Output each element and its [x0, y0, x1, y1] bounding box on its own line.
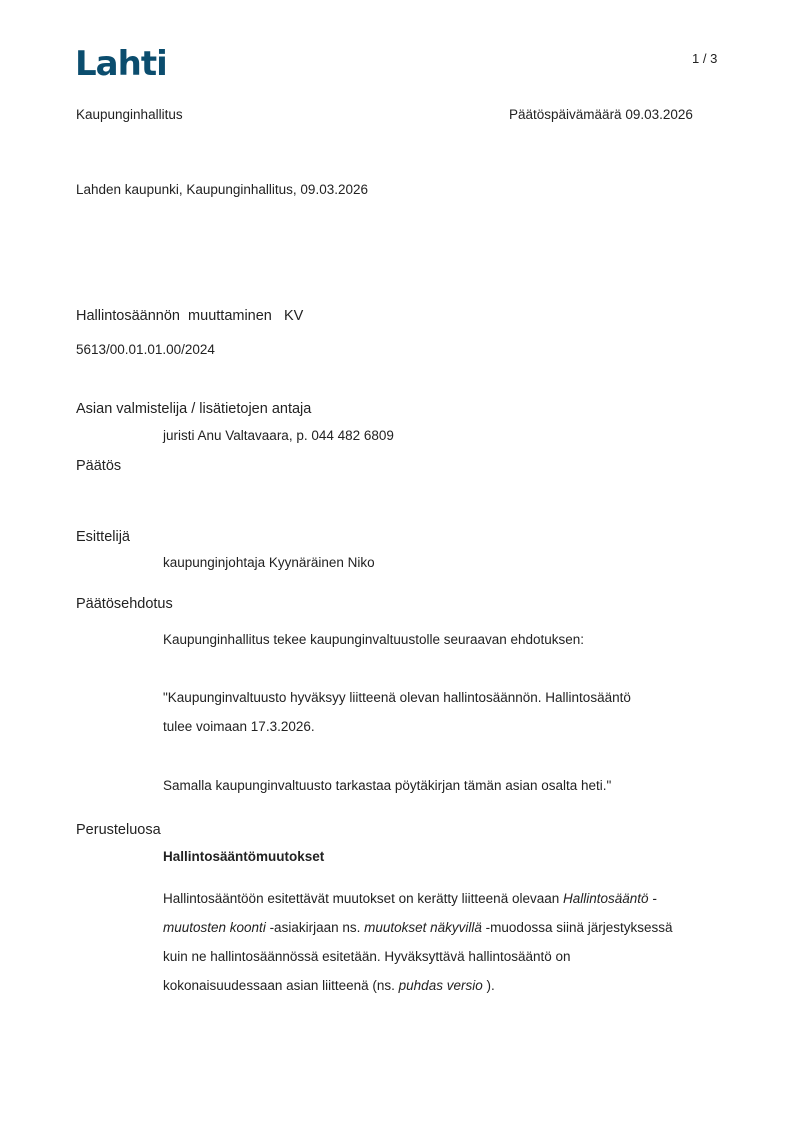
presenter-info: kaupunginjohtaja Kyynäräinen Niko — [163, 555, 375, 570]
proposal-line-1: "Kaupunginvaltuusto hyväksyy liitteenä olevan hallintosäännön. Hallintosääntö — [163, 690, 631, 705]
italic-run: Hallintosääntö - — [563, 891, 657, 906]
proposal-line-2: tulee voimaan 17.3.2026. — [163, 719, 315, 734]
rationale-subheading: Hallintosääntömuutokset — [163, 849, 325, 864]
record-number: 5613/00.01.01.00/2024 — [76, 342, 215, 357]
lahti-logo: Lahti — [75, 44, 167, 84]
rationale-line-2 — [163, 913, 723, 942]
preparer-info: juristi Anu Valtavaara, p. 044 482 6809 — [163, 428, 394, 443]
rationale-line-4 — [163, 971, 723, 1000]
page-number: 1 / 3 — [692, 51, 718, 66]
text-run: Hallintosääntöön esitettävät muutokset on kerätty liitteenä olevaan — [163, 891, 563, 906]
italic-run: muutosten koonti — [163, 920, 266, 935]
rationale-line-1 — [163, 884, 723, 913]
decision-heading: Päätös — [76, 458, 122, 474]
text-run: kokonaisuudessaan asian liitteenä (ns. — [163, 978, 399, 993]
case-title: Hallintosäännön muuttaminen KV — [76, 308, 304, 324]
rationale-line-3: kuin ne hallintosäännössä esitetään. Hyväksyttävä hallintosääntö on — [163, 949, 571, 964]
italic-run: muutokset näkyvillä — [364, 920, 482, 935]
italic-run: puhdas versio — [398, 978, 483, 993]
proposal-intro: Kaupunginhallitus tekee kaupunginvaltuustolle seuraavan ehdotuksen: — [163, 632, 585, 647]
preparer-heading: Asian valmistelija / lisätietojen antaja — [76, 401, 312, 417]
presenter-heading: Esittelijä — [76, 529, 130, 545]
text-run: ). — [482, 978, 495, 993]
proposal-heading: Päätösehdotus — [76, 596, 173, 612]
text-run: -muodossa siinä järjestyksessä — [481, 920, 673, 935]
text-run: -asiakirjaan ns. — [265, 920, 365, 935]
decision-date: Päätöspäivämäärä 09.03.2026 — [509, 107, 693, 122]
rationale-paragraph — [163, 884, 723, 1000]
meeting-line: Lahden kaupunki, Kaupunginhallitus, 09.03.2026 — [76, 182, 368, 197]
rationale-heading: Perusteluosa — [76, 822, 161, 838]
proposal-line-3: Samalla kaupunginvaltuusto tarkastaa pöytäkirjan tämän asian osalta heti." — [163, 778, 612, 793]
organ-name: Kaupunginhallitus — [76, 107, 183, 122]
